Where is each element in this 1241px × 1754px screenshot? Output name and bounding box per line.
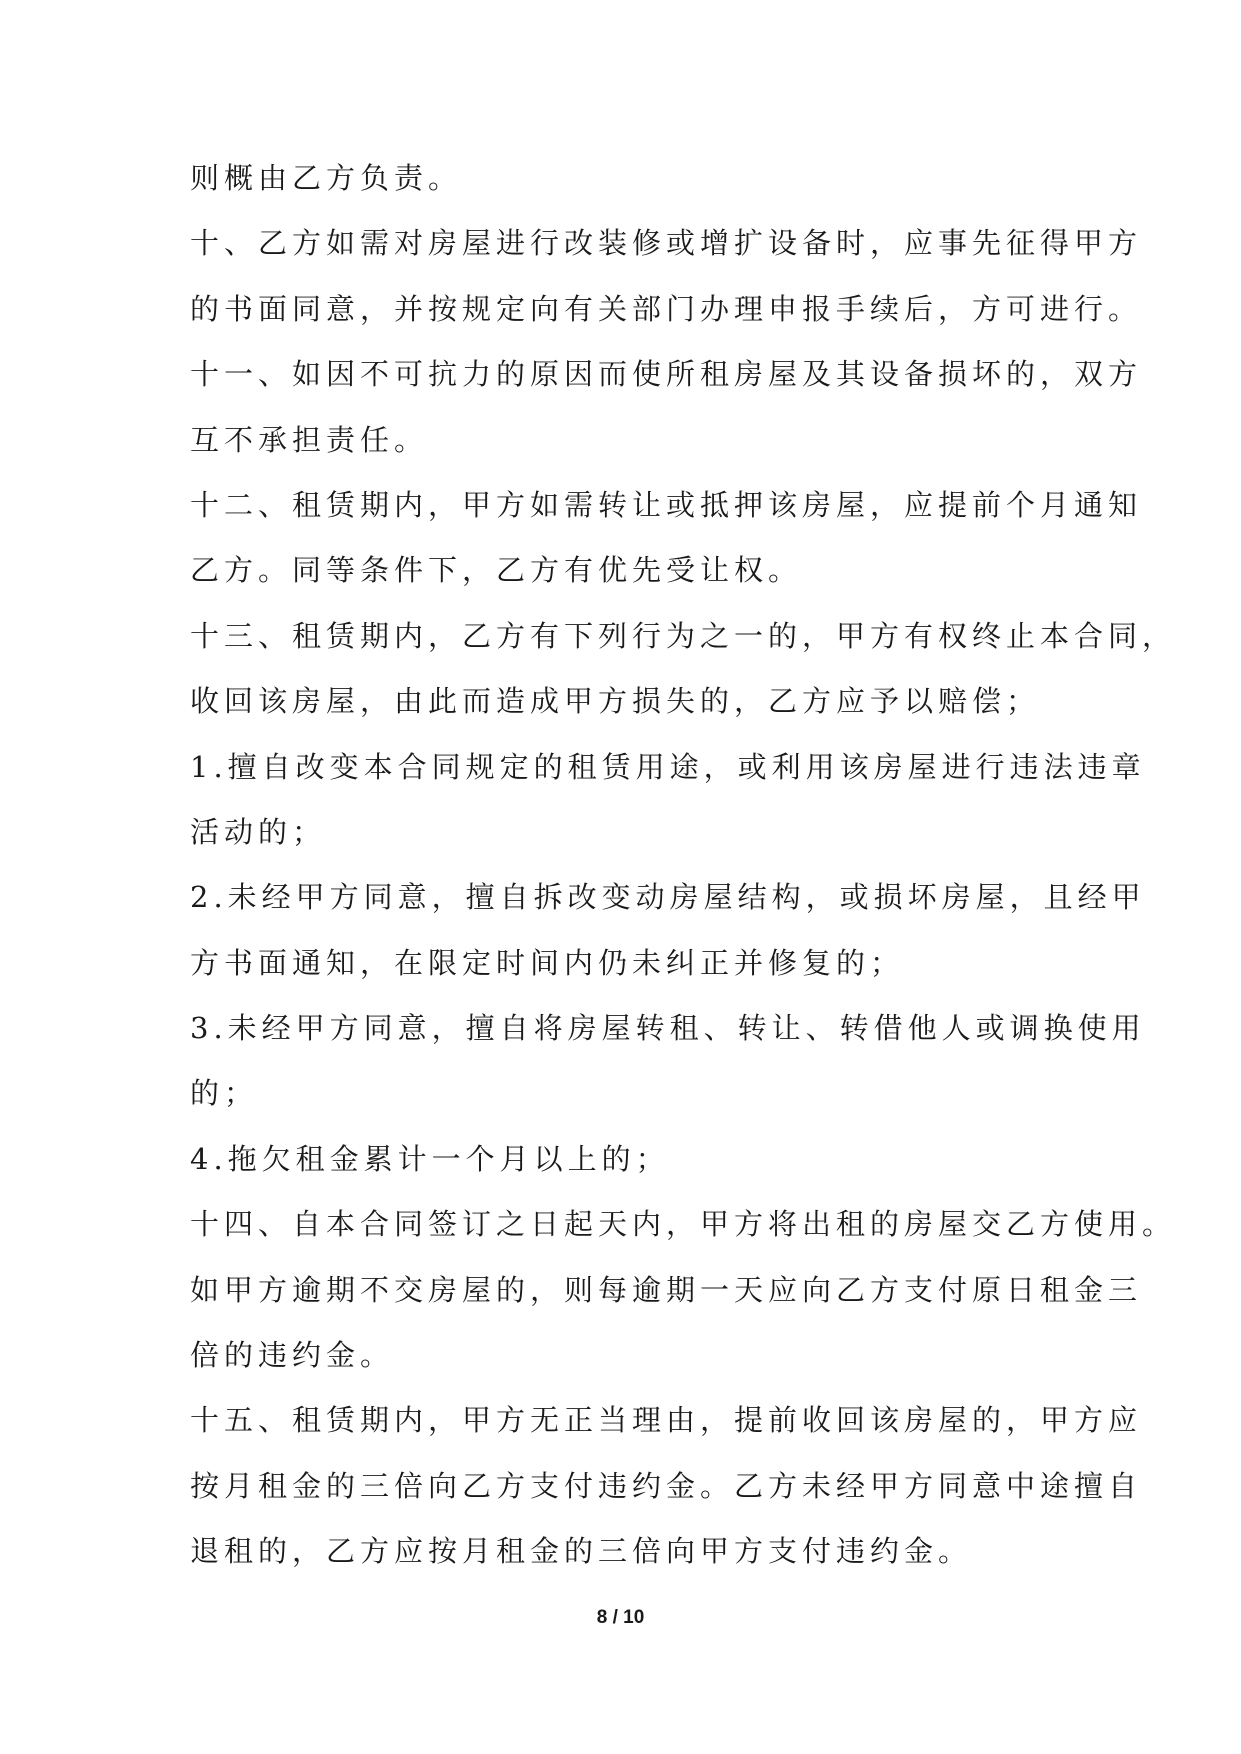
text-line: 如甲方逾期不交房屋的，则每逾期一天应向乙方支付原日租金三 bbox=[190, 1272, 1143, 1307]
text-line: 互不承担责任。 bbox=[190, 422, 429, 457]
text-line: 倍的违约金。 bbox=[190, 1338, 395, 1373]
text-line: 十一、如因不可抗力的原因而使所租房屋及其设备损坏的，双方 bbox=[190, 357, 1143, 392]
text-line: 2.未经甲方同意，擅自拆改变动房屋结构，或损坏房屋，且经甲 bbox=[190, 880, 1146, 915]
text-line: 收回该房屋，由此而造成甲方损失的，乙方应予以赔偿； bbox=[190, 684, 1041, 719]
text-line: 3.未经甲方同意，擅自将房屋转租、转让、转借他人或调换使用 bbox=[190, 1011, 1146, 1046]
text-line: 的； bbox=[190, 1076, 259, 1111]
page-number: 8 / 10 bbox=[596, 1607, 645, 1628]
text-line: 乙方。同等条件下，乙方有优先受让权。 bbox=[190, 553, 803, 588]
text-line: 4.拖欠租金累计一个月以上的； bbox=[190, 1141, 670, 1176]
text-line: 方书面通知，在限定时间内仍未纠正并修复的； bbox=[190, 945, 905, 980]
contract-body bbox=[190, 146, 1177, 1585]
text-line: 按月租金的三倍向乙方支付违约金。乙方未经甲方同意中途擅自 bbox=[190, 1468, 1143, 1503]
text-line: 1.擅自改变本合同规定的租赁用途，或利用该房屋进行违法违章 bbox=[190, 749, 1146, 784]
text-line: 十五、租赁期内，甲方无正当理由，提前收回该房屋的，甲方应 bbox=[190, 1403, 1143, 1438]
text-line: 十二、租赁期内，甲方如需转让或抵押该房屋，应提前个月通知 bbox=[190, 487, 1143, 522]
text-line: 的书面同意，并按规定向有关部门办理申报手续后，方可进行。 bbox=[190, 291, 1143, 326]
text-line: 十三、租赁期内，乙方有下列行为之一的，甲方有权终止本合同， bbox=[190, 618, 1177, 653]
text-line: 退租的，乙方应按月租金的三倍向甲方支付违约金。 bbox=[190, 1534, 973, 1569]
text-line: 十、乙方如需对房屋进行改装修或增扩设备时，应事先征得甲方 bbox=[190, 226, 1143, 261]
text-line: 则概由乙方负责。 bbox=[190, 161, 463, 195]
text-line: 活动的； bbox=[190, 814, 327, 849]
text-line: 十四、自本合同签订之日起天内，甲方将出租的房屋交乙方使用。 bbox=[190, 1207, 1177, 1242]
